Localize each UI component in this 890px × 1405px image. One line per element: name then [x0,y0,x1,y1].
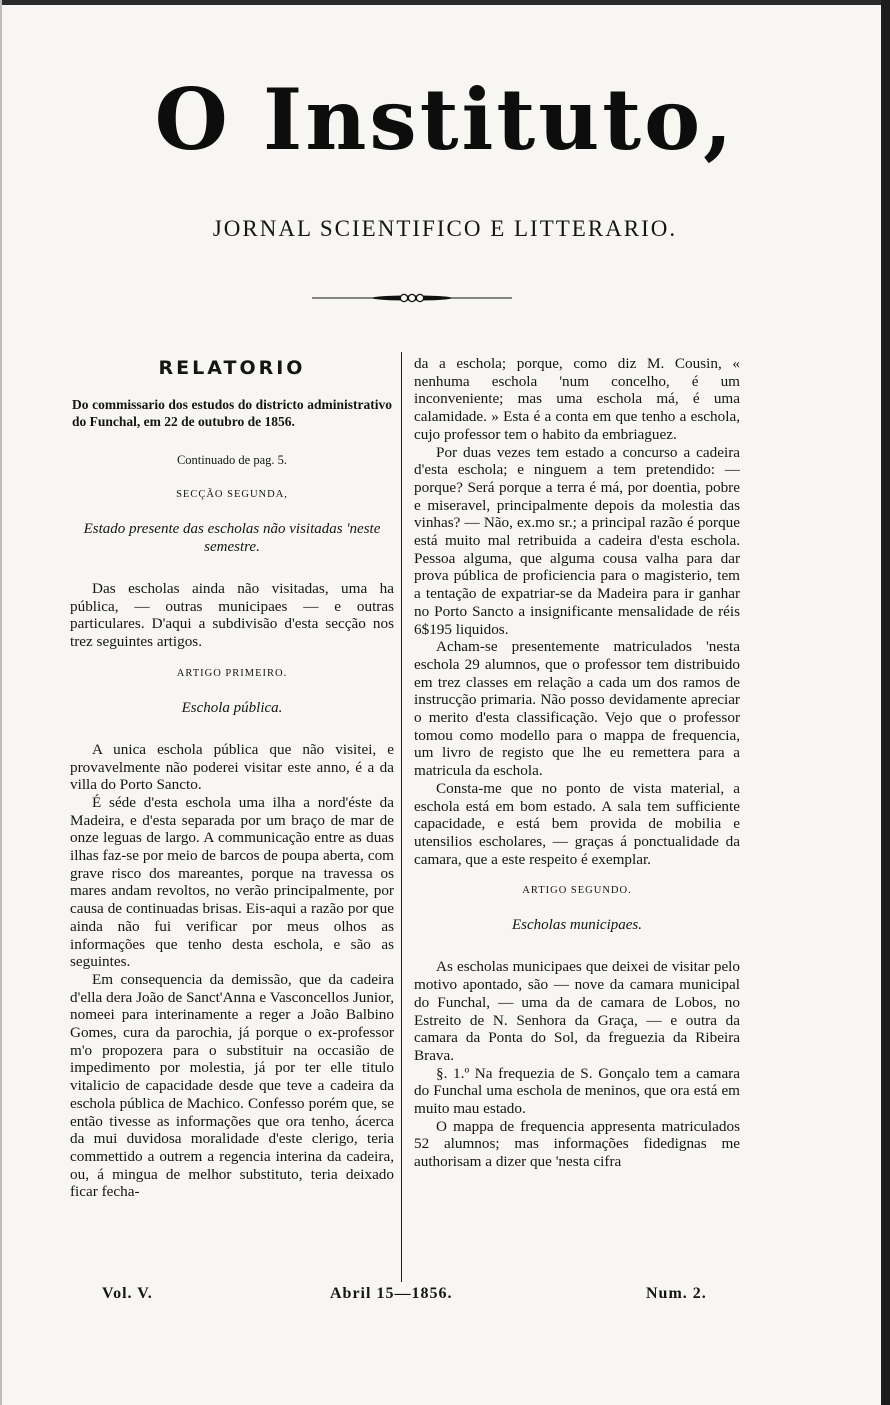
paragraph: da a eschola; porque, como diz M. Cousin, « nenhuma eschola 'num concelho, é um inconveniente; mas uma eschola má, é uma calamidade. » Esta é a conta em que tenho a eschola, cujo professor tem o habito da embriaguez. [414,355,740,443]
volume-label: Vol. V. [102,1285,153,1302]
paragraph: Em consequencia da demissão, que da cadeira d'ella dera João de Sanct'Anna e Vasconcellos Junior, nomeei para interinamente a reger a João Balbino Gomes, cura da parochia, já porque o ex-professor m'o propozera para o substituir na occasião de impedimento por molestia, já por ter elle titulo vitalicio de capacidade desde que teve a cadeira da eschola pública de Machico. Confesso porém que, se então tivesse as informações que ora tenho, ácerca da mui duvidosa moralidade d'este clerigo, teria commettido a outrem a regencia interina da cadeira, ou, á mingua de melhor substituto, teria deixado ficar fecha- [70,970,394,1201]
issue-number: Num. 2. [646,1285,707,1302]
section-title: Estado presente das escholas não visitadas 'neste semestre. [83,521,381,555]
paragraph: Consta-me que no ponto de vista material, a eschola está em bom estado. A sala tem sufficiente capacidade, e está bem provida de mobilia e utensilios escholares, — graças á ponctualidade da camara, que a este respeito é exemplar. [414,779,740,868]
ornamental-rule [312,291,512,305]
column-divider [401,352,402,1282]
page-footer [0,1282,890,1306]
paragraph: §. 1.º Na frequezia de S. Gonçalo tem a camara do Funchal uma eschola de meninos, que ora está em muito mau estado. [414,1064,740,1118]
scan-edge-top [0,0,890,5]
right-column [414,355,740,1171]
article-subtitle: Do commissario dos estudos do districto administrativo do Funchal, em 22 de outubro de 1856. [72,397,392,429]
paragraph: A unica eschola pública que não visitei, e provavelmente não poderei visitar este anno, é a da villa do Porto Sancto. [70,740,394,794]
masthead-subtitle: JORNAL SCIENTIFICO E LITTERARIO. [212,216,678,241]
paragraph: O mappa de frequencia appresenta matriculados 52 alumnos; mas informações fidedignas me authorisam a dizer que 'nesta cifra [414,1117,740,1171]
paragraph: É séde d'esta eschola uma ilha a nord'éste da Madeira, e d'esta separada por um braço de mar de onze leguas de largo. A communicação entre as duas ilhas faz-se por meio de barcos de poupa aberta, com grave risco dos mareantes, porque na travessa os mares andam revoltos, no verão principalmente, por causa de continuadas brisas. Eis-aqui a razão por que ainda não fui verificar por meus olhos as informações que tenho desta eschola, e são as seguintes. [70,793,394,971]
paragraph: Das escholas ainda não visitadas, uma ha pública, — outras municipaes — e outras particulares. D'aqui a subdivisão d'esta secção nos trez seguintes artigos. [70,580,394,651]
scan-edge-right [881,0,890,1405]
masthead-title: O Instituto, [154,70,736,169]
paragraph: Por duas vezes tem estado a concurso a cadeira d'esta eschola; e ninguem a tem pretendido: — porque? Será porque a terra é má, por doentia, pobre e miseravel, principalmente depois da molestia das vinhas? — Não, ex.mo sr.; a principal razão é porque está muito mal retribuida a cadeira d'esta eschola. Pessoa alguma, que alguma cousa valha para dar prova pública de proficiencia para o magisterio, tem a tentação de expatriar-se da Madeira para ir ganhar no Porto Sancto a insignificante mensalidade de réis 6$195 liquidos. [414,443,740,638]
left-column [70,356,394,1201]
article-heading: ARTIGO SEGUNDO. [522,885,632,897]
article-heading: ARTIGO PRIMEIRO. [176,667,288,679]
article-heading-title: Eschola pública. [181,699,283,716]
article-title: RELATORIO [158,357,306,379]
paragraph: As escholas municipaes que deixei de visitar pelo motivo apontado, são — nove da camara municipal do Funchal, — uma da de camara de Lobos, no Estreito de N. Senhora da Graça, — e outra da camara da Ponta do Sol, da freguezia da Ribeira Brava. [414,958,740,1064]
paragraph: Acham-se presentemente matriculados 'nesta eschola 29 alumnos, que o professor tem distribuido em trez classes em relação a cada um dos ramos de instrucção primaria. Não posso devidamente apreciar o merito d'esta classificação. Vejo que o professor tomou como modello para o mappa de frequencia, um livro de registo que lhe eu remettera para a matricula da eschola. [414,638,740,780]
section-heading: SECÇÃO SEGUNDA, [176,489,288,500]
continued-note: Continuado de pag. 5. [176,453,288,467]
article-heading-title: Escholas municipaes. [512,917,642,934]
scan-edge-left [0,0,2,1405]
issue-date: Abril 15—1856. [330,1285,453,1302]
